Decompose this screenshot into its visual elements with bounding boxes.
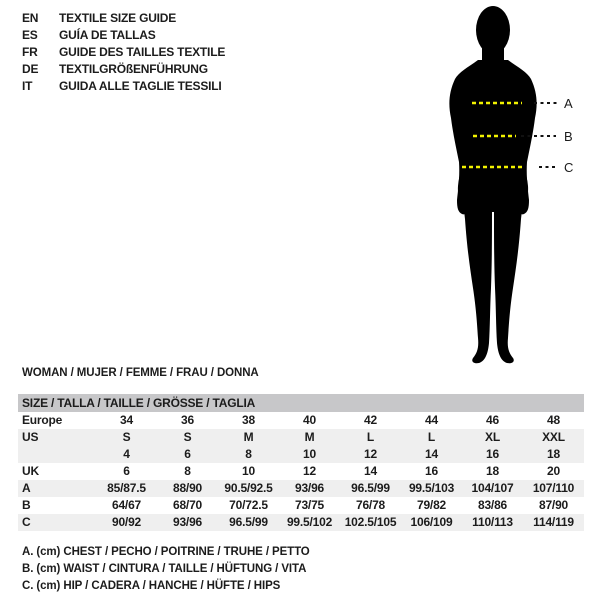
table-cell: 10 [303, 447, 316, 461]
table-cell: L [366, 430, 375, 444]
table-cell: 79/82 [416, 498, 447, 512]
table-cell: 104/107 [471, 481, 514, 495]
table-cell: 20 [547, 464, 560, 478]
table-cell: 10 [242, 464, 255, 478]
table-cell: 106/109 [410, 515, 453, 529]
table-cell: M [304, 430, 315, 444]
table-cell: 107/110 [532, 481, 575, 495]
table-cell: 87/90 [538, 498, 569, 512]
table-cell: 96.5/99 [229, 515, 268, 529]
table-cell: 70/72.5 [229, 498, 268, 512]
size-table [18, 394, 584, 531]
table-row-hip-c [18, 514, 584, 531]
lang-title: GUIDA ALLE TAGLIE TESSILI [59, 79, 222, 93]
lang-code: EN [22, 11, 39, 25]
table-cell: 83/86 [477, 498, 508, 512]
legend-line-chest: A. (cm) CHEST / PECHO / POITRINE / TRUHE / PETTO [22, 546, 310, 558]
gender-heading: WOMAN / MUJER / FEMME / FRAU / DONNA [22, 367, 259, 379]
lang-code: DE [22, 62, 39, 76]
table-cell: S [183, 430, 192, 444]
lang-line-de [22, 61, 225, 78]
row-label: A [22, 481, 31, 495]
table-cell: 16 [486, 447, 499, 461]
table-cell: 18 [486, 464, 499, 478]
table-cell: XXL [542, 430, 565, 444]
table-cell: S [122, 430, 131, 444]
table-cell: 44 [425, 413, 438, 427]
table-cell: 102.5/105 [344, 515, 397, 529]
table-row-europe [18, 412, 584, 429]
table-cell: 12 [364, 447, 377, 461]
legend-line-waist: B. (cm) WAIST / CINTURA / TAILLE / HÜFTUNG / VITA [22, 563, 307, 575]
legend-line-hip: C. (cm) HIP / CADERA / HANCHE / HÜFTE / HIPS [22, 580, 281, 592]
table-cell: L [427, 430, 436, 444]
woman-silhouette-figure [405, 2, 580, 367]
lang-title: TEXTILE SIZE GUIDE [59, 11, 177, 25]
size-table-header: SIZE / TALLA / TAILLE / GRÖSSE / TAGLIA [18, 394, 584, 412]
table-cell: 99.5/102 [286, 515, 333, 529]
table-cell: 99.5/103 [408, 481, 455, 495]
table-cell: 14 [425, 447, 438, 461]
table-cell: 88/90 [172, 481, 203, 495]
table-cell: 18 [547, 447, 560, 461]
row-label [18, 446, 96, 463]
table-cell: 96.5/99 [351, 481, 390, 495]
lang-code: IT [22, 79, 33, 93]
table-row-waist-b [18, 497, 584, 514]
table-cell: 46 [486, 413, 499, 427]
table-row-chest-a [18, 480, 584, 497]
row-label: B [22, 498, 31, 512]
table-cell: 36 [181, 413, 194, 427]
row-label: US [22, 430, 39, 444]
table-cell: 93/96 [294, 481, 325, 495]
lang-line-it [22, 78, 225, 95]
calf-gap [491, 300, 495, 334]
lang-line-fr [22, 44, 225, 61]
table-cell: 73/75 [294, 498, 325, 512]
table-cell: XL [485, 430, 500, 444]
table-cell: 8 [245, 447, 252, 461]
table-cell: 90/92 [111, 515, 142, 529]
table-cell: 16 [425, 464, 438, 478]
lang-line-en [22, 10, 225, 27]
table-cell: 42 [364, 413, 377, 427]
row-label: Europe [22, 413, 63, 427]
table-cell: 14 [364, 464, 377, 478]
table-cell: 6 [184, 447, 191, 461]
language-title-list [22, 10, 225, 95]
measure-label-b: B [564, 129, 573, 144]
table-row-us-numbers [18, 446, 584, 463]
table-cell: 4 [123, 447, 130, 461]
table-cell: M [243, 430, 254, 444]
silhouette-neck [482, 40, 504, 62]
table-cell: 85/87.5 [107, 481, 146, 495]
table-cell: 12 [303, 464, 316, 478]
table-cell: 64/67 [111, 498, 142, 512]
table-cell: 38 [242, 413, 255, 427]
table-cell: 90.5/92.5 [224, 481, 273, 495]
table-cell: 8 [184, 464, 191, 478]
table-row-uk [18, 463, 584, 480]
measure-label-a: A [564, 96, 573, 111]
measure-label-c: C [564, 160, 574, 175]
row-label: C [22, 515, 31, 529]
table-cell: 6 [123, 464, 130, 478]
lang-code: FR [22, 45, 38, 59]
lang-title: TEXTILGRÖßENFÜHRUNG [59, 62, 208, 76]
table-row-us-letters [18, 429, 584, 446]
table-cell: 93/96 [172, 515, 203, 529]
lang-line-es [22, 27, 225, 44]
lang-title: GUÍA DE TALLAS [59, 28, 156, 42]
table-cell: 48 [547, 413, 560, 427]
table-cell: 34 [120, 413, 133, 427]
table-cell: 114/119 [533, 515, 574, 529]
table-cell: 40 [303, 413, 316, 427]
measurement-legend [22, 544, 310, 595]
lang-title: GUIDE DES TAILLES TEXTILE [59, 45, 226, 59]
lang-code: ES [22, 28, 38, 42]
table-cell: 76/78 [355, 498, 386, 512]
table-cell: 110/113 [472, 515, 513, 529]
table-cell: 68/70 [172, 498, 203, 512]
row-label: UK [22, 464, 39, 478]
